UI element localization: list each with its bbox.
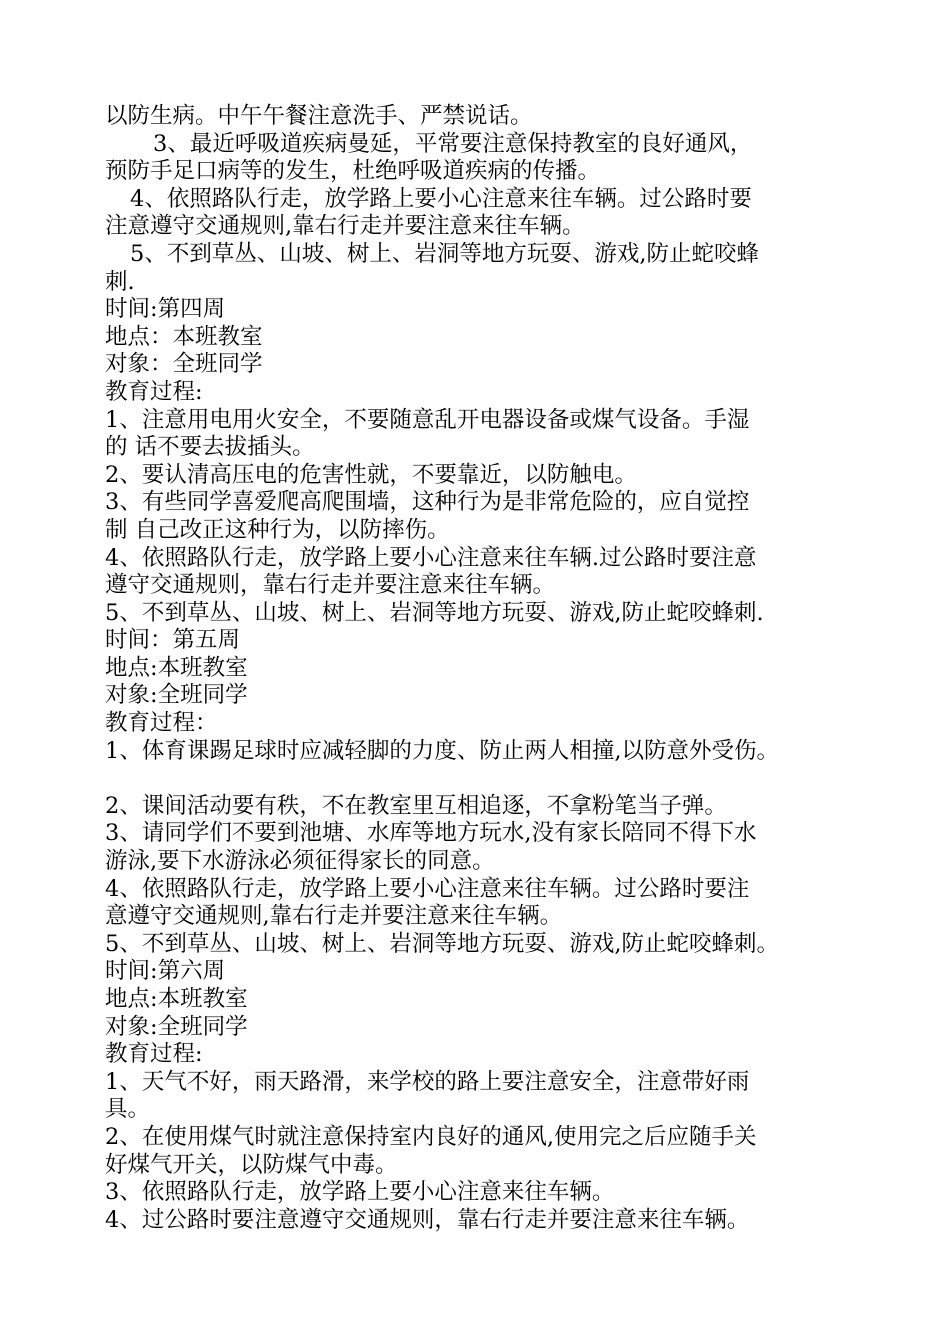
text-line: 制 自己改正这种行为，以防摔伤。 — [105, 516, 450, 543]
text-line: 1、体育课踢足球时应减轻脚的力度、防止两人相撞,以防意外受伤。 — [105, 737, 779, 764]
text-line: 4、依照路队行走，放学路上要小心注意来往车辆。过公路时要注 — [105, 875, 750, 902]
text-line: 1、注意用电用火安全，不要随意乱开电器设备或煤气设备。手湿 — [105, 406, 750, 433]
text-line: 2、在使用煤气时就注意保持室内良好的通风,使用完之后应随手关 — [105, 1123, 757, 1150]
text-line: 的 话不要去拔插头。 — [105, 434, 315, 461]
text-line: 游泳,要下水游泳必须征得家长的同意。 — [105, 848, 495, 875]
text-line: 具。 — [105, 1096, 151, 1123]
text-line: 预防手足口病等的发生，杜绝呼吸道疾病的传播。 — [105, 158, 601, 185]
text-line: 3、依照路队行走，放学路上要小心注意来往车辆。 — [105, 1179, 615, 1206]
blank-line — [105, 765, 855, 793]
text-line: 2、要认清高压电的危害性就，不要靠近，以防触电。 — [105, 461, 637, 488]
text-line: 教育过程: — [105, 1041, 203, 1068]
text-line: 4、过公路时要注意遵守交通规则，靠右行走并要注意来往车辆。 — [105, 1206, 750, 1233]
text-line: 5、不到草丛、山坡、树上、岩洞等地方玩耍、游戏,防止蛇咬蜂刺。 — [105, 930, 779, 957]
text-line: 5、不到草丛、山坡、树上、岩洞等地方玩耍、游戏,防止蛇咬蜂刺. — [105, 599, 764, 626]
text-line: 刺. — [105, 268, 135, 295]
text-line: 好煤气开关，以防煤气中毒。 — [105, 1151, 398, 1178]
text-line: 教育过程： — [105, 710, 218, 737]
text-line: 对象:全班同学 — [105, 1013, 248, 1040]
text-line: 以防生病。中午午餐注意洗手、严禁说话。 — [105, 103, 533, 129]
text-line: 教育过程: — [105, 378, 203, 405]
text-line: 3、请同学们不要到池塘、水库等地方玩水,没有家长陪同不得下水 — [105, 820, 757, 847]
text-line: 4、依照路队行走，放学路上要小心注意来往车辆.过公路时要注意 — [105, 544, 757, 571]
text-line: 时间:第六周 — [105, 958, 226, 985]
text-line: 遵守交通规则，靠右行走并要注意来往车辆。 — [105, 572, 556, 599]
text-line: 1、天气不好，雨天路滑，来学校的路上要注意安全，注意带好雨 — [105, 1068, 750, 1095]
text-line: 地点：本班教室 — [105, 323, 263, 350]
text-line: 意遵守交通规则,靠右行走并要注意来往车辆。 — [105, 903, 563, 930]
text-line: 对象：全班同学 — [105, 351, 263, 378]
text-line: 地点:本班教室 — [105, 654, 248, 681]
text-line: 时间:第四周 — [105, 296, 226, 323]
text-line: 对象:全班同学 — [105, 682, 248, 709]
text-line: 2、课间活动要有秩，不在教室里互相追逐，不拿粉笔当子弹。 — [105, 792, 727, 819]
text-line: 注意遵守交通规则,靠右行走并要注意来往车辆。 — [105, 213, 585, 240]
text-line: 4、依照路队行走，放学路上要小心注意来往车辆。过公路时要 — [130, 185, 752, 212]
document-body — [105, 103, 855, 1234]
text-line: 时间：第五周 — [105, 627, 241, 654]
text-line: 地点:本班教室 — [105, 986, 248, 1012]
text-line: 3、最近呼吸道疾病曼延，平常要注意保持教室的良好通风， — [153, 130, 753, 157]
text-line: 5、不到草丛、山坡、树上、岩洞等地方玩耍、游戏,防止蛇咬蜂 — [130, 240, 759, 267]
text-line: 3、有些同学喜爱爬高爬围墙，这种行为是非常危险的，应自觉控 — [105, 489, 750, 516]
